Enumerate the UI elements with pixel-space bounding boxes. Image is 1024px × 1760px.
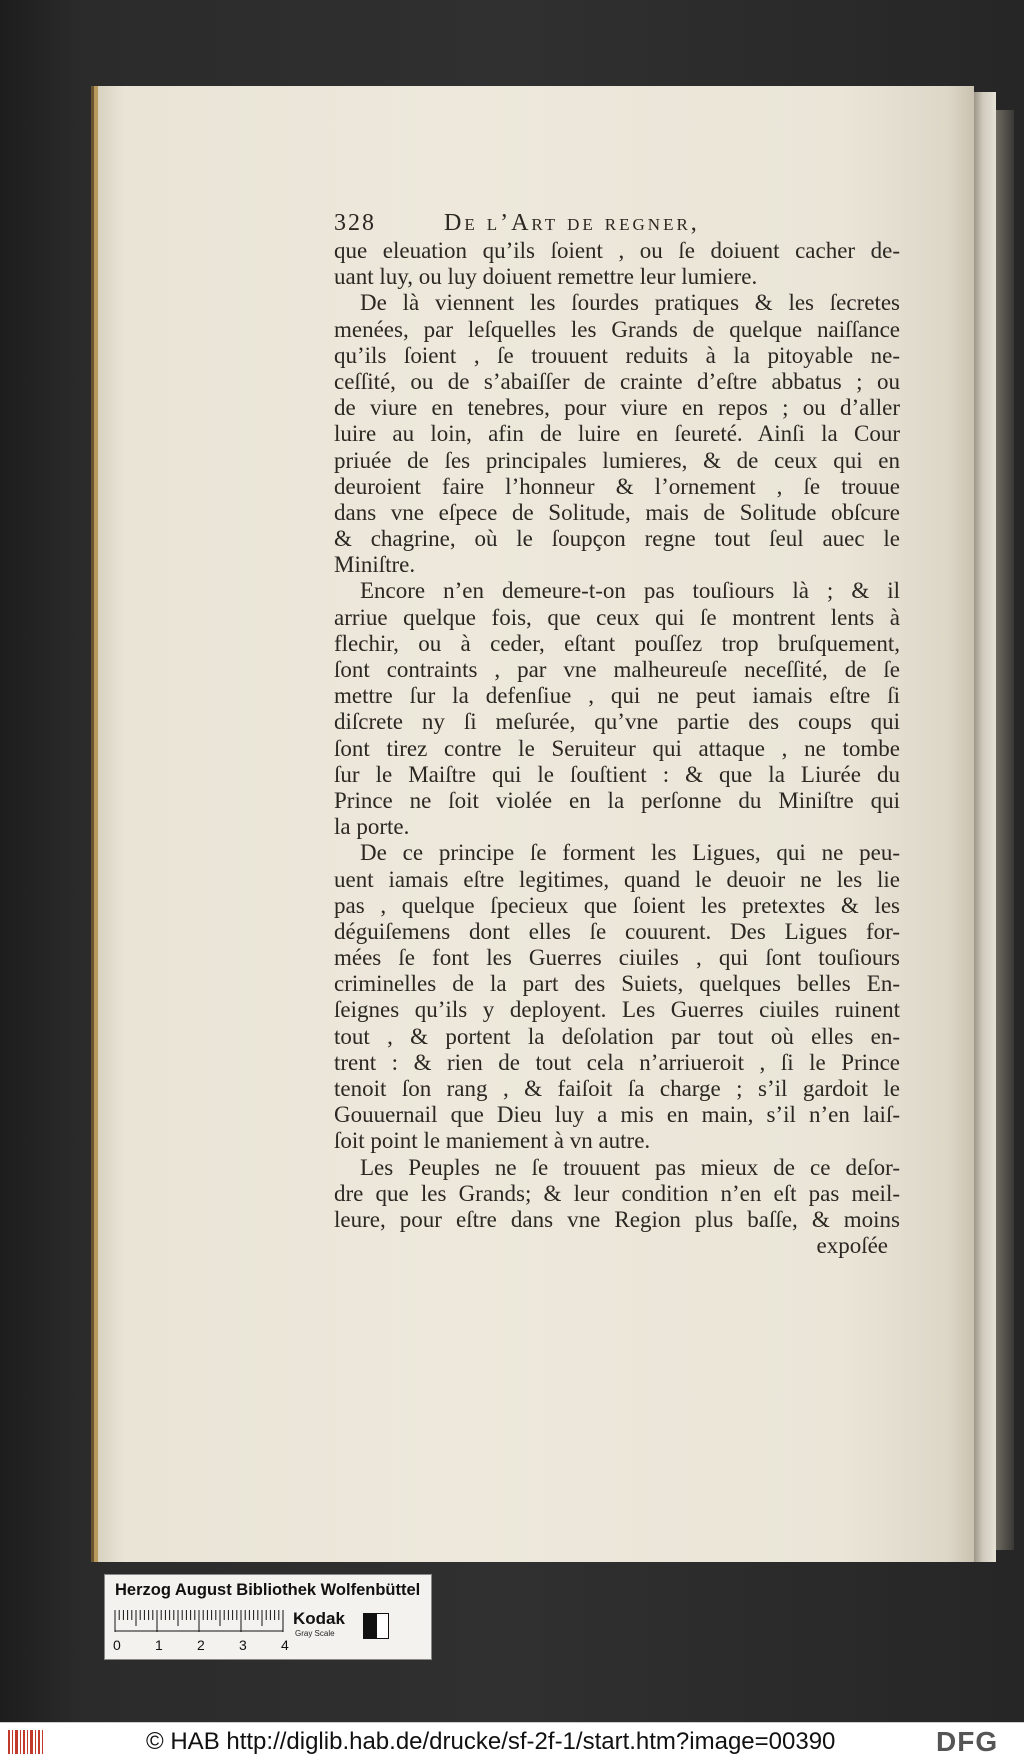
running-title: De l’Art de regner,	[444, 210, 700, 236]
ruler-number: 2	[197, 1637, 205, 1653]
text-line: Miniſtre.	[334, 552, 416, 578]
text-line: pas , quelque ſpecieux que ſoient les pretextes & les	[334, 892, 900, 918]
text-line: ſeignes qu’ils y deployent. Les Guerres ciuiles ruinent	[334, 997, 900, 1023]
text-line: tenoit ſon rang , & faiſoit ſa charge ; s’il gardoit le	[334, 1076, 900, 1101]
text-line: menées, par leſquelles les Grands de quelque naiſſance	[334, 316, 900, 342]
text-line: trent : & rien de tout cela n’arriueroit , ſi le Prince	[334, 1049, 900, 1075]
library-name: Herzog August Bibliothek Wolfenbüttel	[115, 1581, 421, 1599]
text-line: luire au loin, afin de luire en ſeureté. Ainſi la Cour	[334, 421, 900, 447]
kodak-subtitle: Gray Scale	[295, 1629, 335, 1638]
text-line: dans vne eſpece de Solitude, mais de Solitude obſcure	[334, 499, 900, 525]
footer-bar	[0, 1722, 1024, 1760]
source-link[interactable]: © HAB http://diglib.hab.de/drucke/sf-2f-1/start.htm?image=00390	[146, 1728, 836, 1755]
text-line: uant luy, ou luy doiuent remettre leur lumiere.	[334, 264, 758, 290]
text-line: ſur le Maiſtre qui le ſouſtient : & que la Liurée du	[334, 761, 900, 787]
text-line: Prince ne ſoit violée en la perſonne du Miniſtre qui	[334, 787, 900, 813]
dfg-logo: DFG	[936, 1726, 999, 1757]
text-line: mettre ſur la defenſiue , qui ne peut iamais eſtre ſi	[334, 683, 900, 709]
page-number: 328	[334, 210, 376, 236]
text-line: Encore n’en demeure-t-on pas touſiours là ; & il	[360, 578, 900, 604]
text-line: & chagrine, où le ſoupçon regne tout ſeul auec le	[334, 526, 900, 552]
barcode-icon	[6, 1728, 46, 1756]
text-line: arriue quelque fois, que ceux qui ſe montrent lents à	[334, 604, 900, 630]
ruler-number: 4	[281, 1637, 289, 1653]
text-line: déguiſemens dont elles ſe couurent. Des Ligues for-	[334, 918, 900, 944]
text-line: Les Peuples ne ſe trouuent pas mieux de ce deſor-	[360, 1154, 900, 1180]
text-line: ſont contraints , par vne malheureuſe neceſſité, de ſe	[334, 657, 900, 682]
text-line: De ce principe ſe forment les Ligues, qui ne peu-	[360, 840, 900, 866]
text-line: mées ſe font les Guerres ciuiles , qui ſont touſiours	[334, 945, 900, 971]
ruler-number: 0	[113, 1637, 121, 1653]
color-scale-card	[104, 1574, 432, 1660]
next-page-edge	[974, 92, 996, 1562]
text-line: dre que les Grands; & leur condition n’en eſt pas meil-	[334, 1180, 900, 1206]
catchword: expoſée	[816, 1233, 888, 1259]
gray-patch	[363, 1613, 389, 1639]
text-line: criminelles de la part des Suiets, quelques belles En-	[334, 971, 900, 997]
binding-shadow	[996, 110, 1014, 1550]
text-line: que eleuation qu’ils ſoient , ou ſe doiuent cacher de-	[334, 238, 900, 263]
kodak-logo: Kodak	[293, 1609, 345, 1628]
text-line: deuroient faire l’honneur & l’ornement , ſe trouue	[334, 473, 900, 499]
text-line: uent iamais eſtre legitimes, quand le deuoir ne les lie	[334, 866, 900, 892]
text-lines	[334, 238, 900, 1233]
text-line: ſont tirez contre le Seruiteur qui attaque , ne tombe	[334, 735, 900, 761]
text-line: ſoit point le maniement à vn autre.	[334, 1128, 651, 1154]
text-line: qu’ils ſoient , ſe trouuent reduits à la pitoyable ne-	[334, 342, 900, 368]
text-line: tout , & portent la deſolation par tout où elles en-	[334, 1023, 900, 1049]
ruler-number: 1	[155, 1637, 163, 1653]
text-line: priuée de ſes principales lumieres, & de ceux qui en	[334, 447, 900, 473]
text-line: flechir, ou à ceder, eſtant pouſſez trop bruſquement,	[334, 630, 900, 656]
text-line: leure, pour eſtre dans vne Region plus baſſe, & moins	[334, 1206, 900, 1232]
page-text	[334, 210, 900, 1259]
text-line: de viure en tenebres, pour viure en repos ; ou d’aller	[334, 395, 900, 421]
text-line: De là viennent les ſourdes pratiques & les ſecretes	[360, 290, 900, 316]
ruler-number: 3	[239, 1637, 247, 1653]
text-line: ceſſité, ou de s’abaiſſer de crainte d’eſtre abbatus ; ou	[334, 368, 900, 394]
running-head	[334, 210, 900, 240]
text-line: la porte.	[334, 814, 410, 840]
text-line: Gouuernail que Dieu luy a mis en main, s’il n’en laiſ-	[334, 1102, 900, 1128]
text-line: diſcrete ny ſi meſurée, qu’vne partie des coups qui	[334, 709, 900, 735]
